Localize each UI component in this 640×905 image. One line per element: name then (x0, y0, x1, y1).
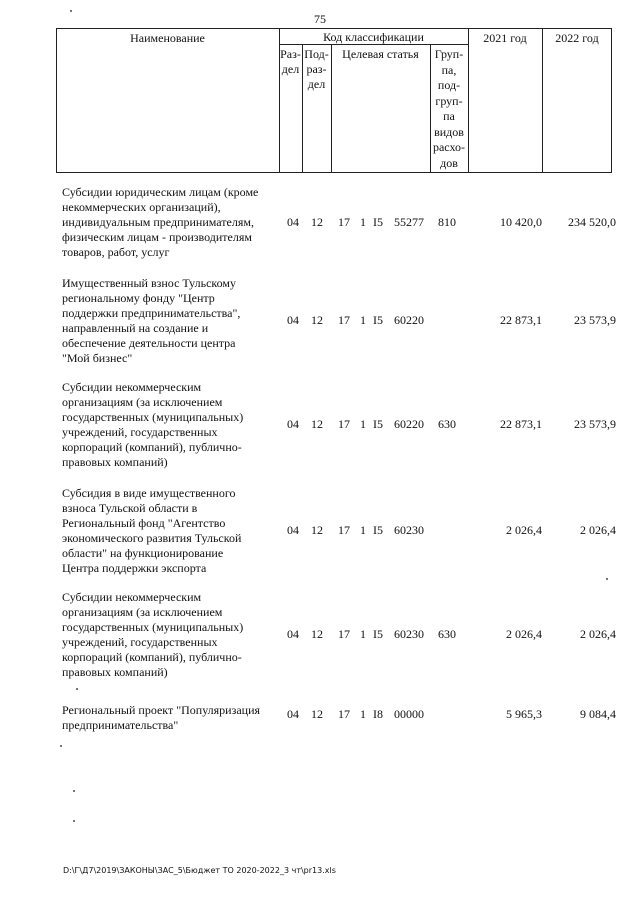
row-name: Субсидия в виде имущественного взноса Тульской области в Региональный фонд "Агентство экономического развития Тульской области" на функционирование Центра поддержки экспорта (62, 486, 242, 575)
row-razdel: 04 (287, 707, 299, 721)
row-target-direction: 00000 (394, 707, 424, 721)
row-value-2022: 2 026,4 (580, 627, 616, 641)
row-group: 810 (438, 215, 456, 229)
row-razdel: 04 (287, 417, 299, 431)
row-name: Субсидии некоммерческим организациям (за исключением государственных (муниципальных) учреждений, государственных корпораций (компаний), публично- правовых компаний) (62, 590, 244, 679)
row-target-subprogram: 1 (360, 627, 366, 641)
header-target: Целевая статья (342, 47, 419, 61)
row-value-2021: 2 026,4 (506, 523, 542, 537)
row-target-project: I5 (373, 523, 383, 537)
header-group: Груп- па, под- груп- па видов расхо- дов (432, 47, 466, 170)
row-target-project: I5 (373, 627, 383, 641)
scan-speck (73, 820, 75, 822)
row-target-direction: 60220 (394, 417, 424, 431)
row-podrazdel: 12 (311, 523, 323, 537)
row-target-direction: 55277 (394, 215, 424, 229)
row-razdel: 04 (287, 215, 299, 229)
row-target-program: 17 (338, 417, 350, 431)
row-target-project: I5 (373, 417, 383, 431)
header-code: Код классификации (323, 30, 424, 44)
row-target-program: 17 (338, 523, 350, 537)
page-number: 75 (314, 12, 326, 26)
header-podrazdel: Под- раз- дел (304, 47, 329, 91)
header-razdel: Раз- дел (280, 47, 301, 76)
scan-speck (60, 745, 62, 747)
row-value-2022: 9 084,4 (580, 707, 616, 721)
row-target-program: 17 (338, 707, 350, 721)
row-value-2022: 2 026,4 (580, 523, 616, 537)
row-value-2022: 23 573,9 (574, 313, 616, 327)
row-target-direction: 60220 (394, 313, 424, 327)
row-name: Субсидии юридическим лицам (кроме некоммерческих организаций), индивидуальным предпринимателям, физическим лицам - производителям товаров, работ, услуг (62, 185, 259, 259)
row-podrazdel: 12 (311, 707, 323, 721)
header-name: Наименование (130, 31, 205, 45)
row-target-project: I5 (373, 215, 383, 229)
scan-speck (70, 10, 72, 12)
row-razdel: 04 (287, 627, 299, 641)
file-path-footer: D:\Г\Д7\2019\ЗАКОНЫ\ЗАС_5\Бюджет ТО 2020-2022_3 чт\pr13.xls (63, 866, 336, 875)
row-target-program: 17 (338, 627, 350, 641)
row-value-2022: 234 520,0 (568, 215, 616, 229)
row-target-direction: 60230 (394, 627, 424, 641)
row-target-subprogram: 1 (360, 215, 366, 229)
row-value-2021: 22 873,1 (500, 313, 542, 327)
scan-speck (606, 578, 608, 580)
header-2021: 2021 год (483, 31, 527, 45)
row-target-subprogram: 1 (360, 523, 366, 537)
row-value-2021: 2 026,4 (506, 627, 542, 641)
row-name: Субсидии некоммерческим организациям (за исключением государственных (муниципальных) учреждений, государственных корпораций (компаний), публично- правовых компаний) (62, 380, 244, 469)
row-podrazdel: 12 (311, 313, 323, 327)
header-2022: 2022 год (555, 31, 599, 45)
row-razdel: 04 (287, 523, 299, 537)
row-target-project: I8 (373, 707, 383, 721)
row-razdel: 04 (287, 313, 299, 327)
row-value-2021: 22 873,1 (500, 417, 542, 431)
row-value-2022: 23 573,9 (574, 417, 616, 431)
row-podrazdel: 12 (311, 417, 323, 431)
row-target-direction: 60230 (394, 523, 424, 537)
row-group: 630 (438, 627, 456, 641)
row-group: 630 (438, 417, 456, 431)
scan-speck (73, 790, 75, 792)
row-podrazdel: 12 (311, 627, 323, 641)
row-target-project: I5 (373, 313, 383, 327)
row-value-2021: 5 965,3 (506, 707, 542, 721)
row-name: Имущественный взнос Тульскому региональному фонду "Центр поддержки предпринимательства", направленный на создание и обеспечение деятельности центра "Мой бизнес" (62, 276, 241, 365)
row-value-2021: 10 420,0 (500, 215, 542, 229)
row-podrazdel: 12 (311, 215, 323, 229)
row-target-subprogram: 1 (360, 417, 366, 431)
row-name: Региональный проект "Популяризация предпринимательства" (62, 703, 261, 732)
scan-speck (76, 688, 78, 690)
row-target-subprogram: 1 (360, 313, 366, 327)
row-target-subprogram: 1 (360, 707, 366, 721)
row-target-program: 17 (338, 215, 350, 229)
row-target-program: 17 (338, 313, 350, 327)
